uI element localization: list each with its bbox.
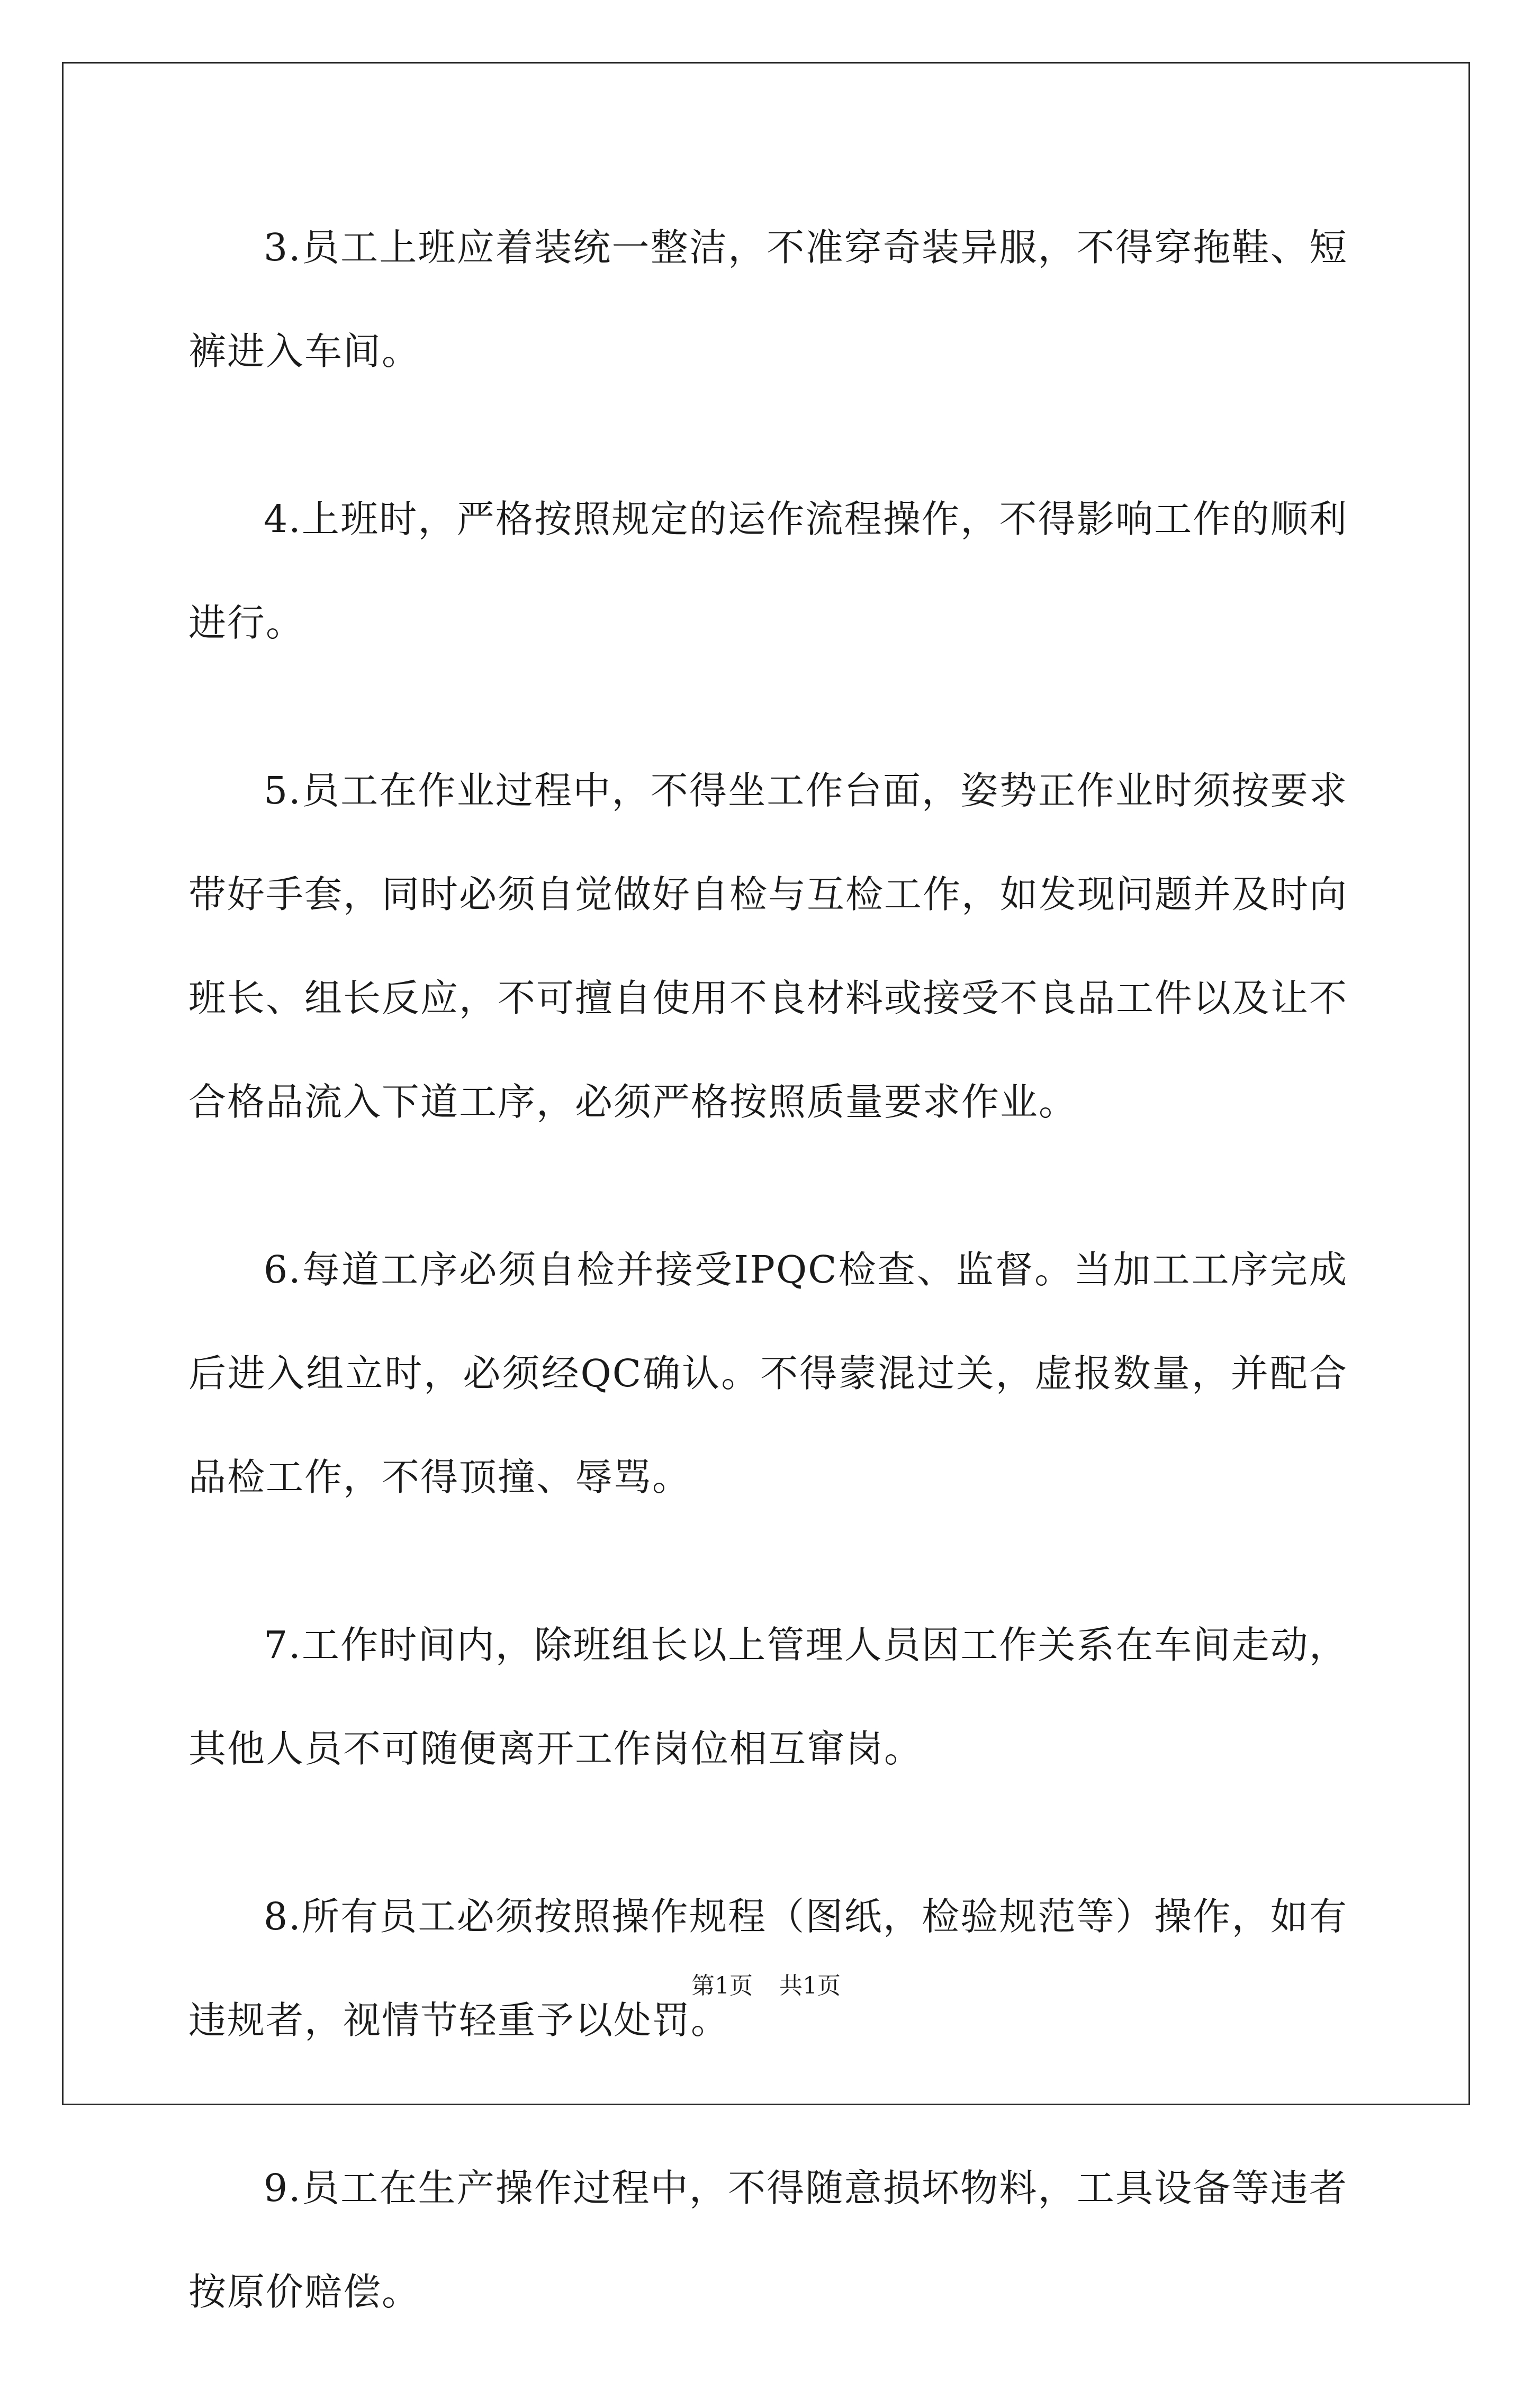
paragraph-8: 8.所有员工必须按照操作规程（图纸，检验规范等）操作，如有违规者，视情节轻重予以处罚。 xyxy=(188,1895,1348,2042)
page-number: 第1页 xyxy=(691,1972,753,1999)
page-footer xyxy=(0,1970,1532,2002)
paragraph-9: 9.员工在生产操作过程中，不得随意损坏物料，工具设备等违者按原价赔偿。 xyxy=(188,2166,1348,2314)
paragraph-7: 7.工作时间内，除班组长以上管理人员因工作关系在车间走动，其他人员不可随便离开工作岗位相互窜岗。 xyxy=(188,1623,1348,1771)
paragraph-5: 5.员工在作业过程中，不得坐工作台面，姿势正作业时须按要求带好手套，同时必须自觉做好自检与互检工作，如发现问题并及时向班长、组长反应，不可擅自使用不良材料或接受不良品工件以及让不合格品流入下道工序，必须严格按照质量要求作业。 xyxy=(188,769,1348,1124)
total-pages: 共1页 xyxy=(779,1972,841,1999)
paragraph-4: 4.上班时，严格按照规定的运作流程操作，不得影响工作的顺利进行。 xyxy=(188,497,1348,645)
paragraph-6: 6.每道工序必须自检并接受IPQC检查、监督。当加工工序完成后进入组立时，必须经QC确认。不得蒙混过关，虚报数量，并配合品检工作，不得顶撞、辱骂。 xyxy=(188,1248,1348,1499)
paragraph-3: 3.员工上班应着装统一整洁，不准穿奇装异服，不得穿拖鞋、短裤进入车间。 xyxy=(188,226,1348,373)
document-body xyxy=(188,196,1348,2408)
